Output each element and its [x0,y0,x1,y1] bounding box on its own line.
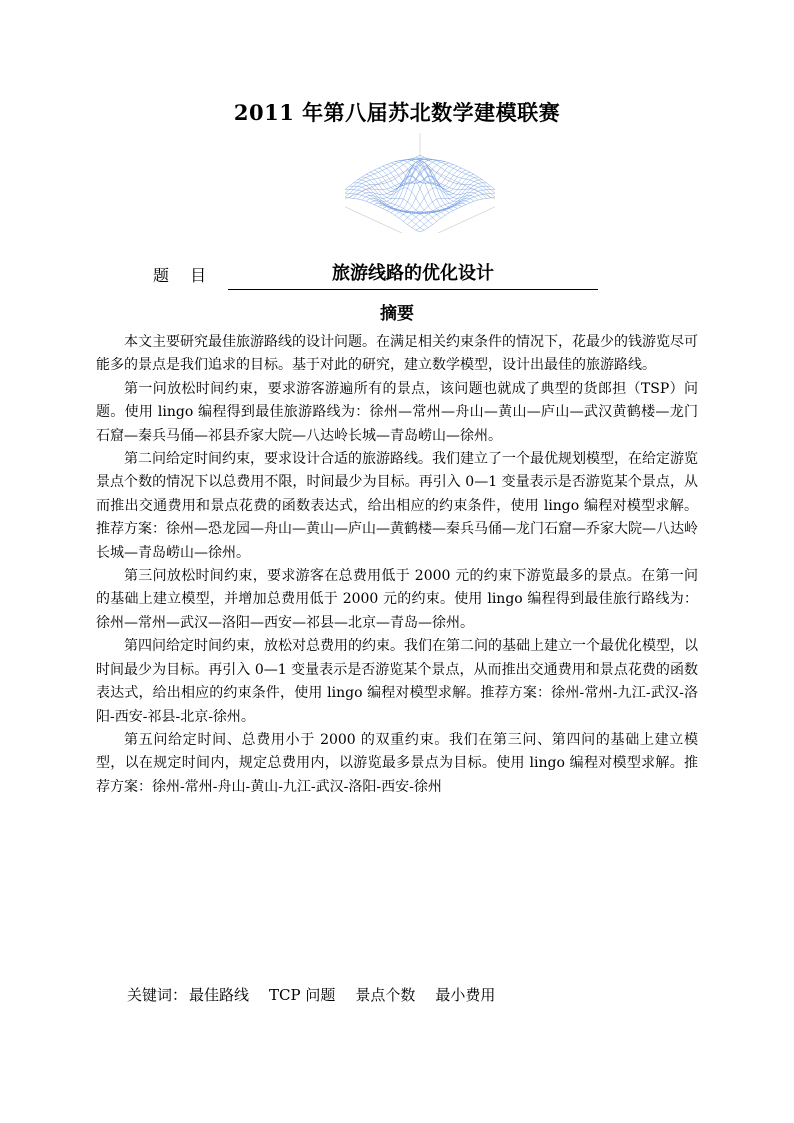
keywords-line [127,984,515,1005]
title-label: 题 目 [153,266,215,285]
surface-mesh-line [412,189,495,227]
surface-mesh-line [408,186,491,225]
keywords-label: 关键词： [127,986,188,1004]
surface-mesh-line [349,186,432,225]
surface-mesh-line [391,163,474,202]
surface-mesh-line [416,192,495,230]
surface-plot-svg [345,133,495,233]
abstract-heading: 摘要 [380,304,414,324]
surface-mesh-line [345,189,428,227]
paper-title: 旅游线路的优化设计 [228,259,598,290]
abstract-paragraph: 本文主要研究最佳旅游路线的设计问题。在满足相关约束条件的情况下，花最少的钱游览尽可能多的景点是我们追求的目标。基于对此的研究，建立数学模型，设计出最佳的旅游路线。 [96,334,698,374]
surface-mesh-line [349,159,432,198]
surface-mesh-line [345,192,424,230]
paper-title-row [0,259,794,289]
keyword: 景点个数 [355,986,416,1004]
abstract-paragraph: 第三问放松时间约束，要求游客在总费用低于 2000 元的约束下游览最多的景点。在第一问的基础上建立模型，并增加总费用低于 2000 元的约束。使用 lingo 编程得到最佳旅行路线为：徐州—常州—武汉—洛阳—西安—祁县—北京—青岛—徐州。 [96,568,698,631]
abstract-paragraph: 第一问放松时间约束，要求游客游遍所有的景点，该问题也就成了典型的货郎担（TSP）问题。使用 lingo 编程得到最佳旅游路线为：徐州—常州—舟山—黄山—庐山—武汉黄鹤楼—龙门石窟—秦兵马俑—祁县乔家大院—八达岭长城—青岛崂山—徐州。 [96,380,698,444]
keyword: 最佳路线 [189,986,250,1004]
abstract-paragraph: 第四问给定时间约束，放松对总费用的约束。我们在第二问的基础上建立一个最优化模型，以时间最少为目标。再引入 0—1 变量表示是否游览某个景点，从而推出交通费用和景点花费的函数表达式，给出相应的约束条件，使用 lingo 编程对模型求解。推荐方案：徐州-常州-九江-武汉-洛阳-西安-祁县-北京-徐州。 [96,638,698,725]
surface-mesh-line [378,161,461,209]
abstract-body [96,331,698,799]
keyword: 最小费用 [435,986,496,1004]
surface-mesh-line [383,166,466,211]
abstract-paragraph: 第二问给定时间约束，要求设计合适的旅游路线。我们建立了一个最优规划模型，在给定游览景点个数的情况下以总费用不限，时间最少为目标。再引入 0—1 变量表示是否游览某个景点，从而推出交通费用和景点花费的函数表达式，给出相应的约束条件，使用 lingo 编程对模型求解。推荐方案：徐州—恐龙园—舟山—黄山—庐山—黄鹤楼—秦兵马俑—龙门石窟—乔家大院—八达岭长城—青岛崂山—徐州。 [96,451,698,561]
surface-mesh-line [366,163,449,202]
competition-title: 2011 年第八届苏北数学建模联赛 [233,100,561,125]
surface-mesh-line [374,166,457,211]
abstract-paragraph: 第五问给定时间、总费用小于 2000 的双重约束。我们在第三问、第四问的基础上建立模型，以在规定时间内，规定总费用内，以游览最多景点为目标。使用 lingo 编程对模型求解。推荐方案：徐州-常州-舟山-黄山-九江-武汉-洛阳-西安-徐州 [96,731,698,795]
3d-surface-plot-icon [345,133,495,233]
surface-mesh-line [378,161,461,209]
surface-mesh-line [408,159,491,198]
keyword: TCP 问题 [269,986,336,1004]
